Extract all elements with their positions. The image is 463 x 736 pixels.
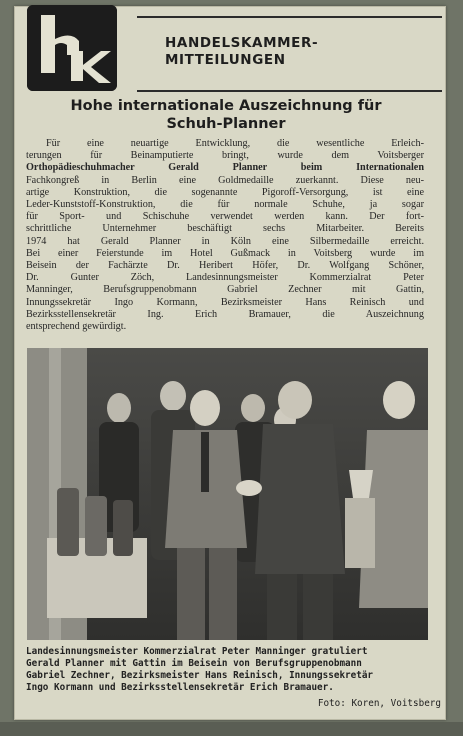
article-body-line: schrittliche Unternehmer beschäftigt sechs Mitarbeiter. Bereits: [26, 223, 424, 235]
masthead-top-rule: [137, 16, 442, 18]
scan-bottom-edge: [0, 722, 463, 736]
caption-line: Gerald Planner mit Gattin im Beisein von Berufsgruppenobmann: [26, 658, 362, 669]
caption-line: Gabriel Zechner, Bezirksmeister Hans Reinisch, Innungssekretär: [26, 670, 374, 681]
hk-logo: [27, 5, 117, 91]
headline-line-1: Hohe internationale Auszeichnung für: [70, 98, 382, 114]
article-body-line: entsprechend gewürdigt.: [26, 321, 127, 333]
article-photo: [27, 348, 428, 640]
article-body-line: terungen für Beinamputierte bringt, wurde dem Voitsberger: [26, 150, 424, 162]
article-body-line: artige Konstruktion, die sogenannte Pigoroff-Versorgung, ist eine: [26, 186, 424, 198]
article-body-line: Bei einer Feierstunde im Hotel Gußmack in Voitsberg wurde im: [26, 247, 424, 259]
masthead-line-1: HANDELSKAMMER-: [165, 35, 319, 51]
article-body-line: Bezirksstellensekretär Ing. Erich Bramauer, die Auszeichnung: [26, 308, 424, 320]
article-body-line: Fachkongreß in Berlin eine Goldmedaille zuerkannt. Diese neu-: [26, 174, 424, 186]
caption-line: Landesinnungsmeister Kommerzialrat Peter Manninger gratuliert: [26, 646, 368, 657]
masthead-bottom-rule: [137, 90, 442, 92]
hk-logo-icon: [27, 5, 117, 91]
article-body-line: 1974 hat Gerald Planner in Köln eine Silbermedaille erreicht.: [26, 235, 424, 247]
article-body: [26, 138, 424, 333]
article-body-line: Orthopädieschuhmacher Gerald Planner beim Internationalen: [26, 162, 424, 174]
article-body-line: Leder-Kunststoff-Konstruktion, die für normale Schuhe, ja sogar: [26, 199, 424, 211]
caption-line: Ingo Kormann und Bezirksstellensekretär Erich Bramauer.: [26, 682, 334, 693]
ceremony-photo: [27, 348, 428, 640]
article-body-line: Beisein der Fachärzte Dr. Heribert Höfer, Dr. Wolfgang Schöner,: [26, 260, 424, 272]
article-body-line: Manninger, Berufsgruppenobmann Gabriel Zechner mit Gattin,: [26, 284, 424, 296]
photo-credit: Foto: Koren, Voitsberg: [317, 698, 441, 709]
article-body-line: Für eine neuartige Entwicklung, die wesentliche Erleich-: [46, 138, 424, 149]
photo-caption: [26, 646, 426, 694]
headline-line-2: Schuh-Planner: [166, 116, 286, 132]
article-body-line: Innungssekretär Ingo Kormann, Bezirksmeister Hans Reinisch und: [26, 296, 424, 308]
masthead-line-2: MITTEILUNGEN: [165, 52, 286, 68]
article-headline: [26, 97, 426, 133]
masthead-title: [165, 35, 335, 69]
article-body-line: Dr. Gunter Zöch, Landesinnungsmeister Kommerzialrat Peter: [26, 272, 424, 284]
article-body-line: für Sport- und Schischuhe verwendet werden kann. Der fort-: [26, 211, 424, 223]
